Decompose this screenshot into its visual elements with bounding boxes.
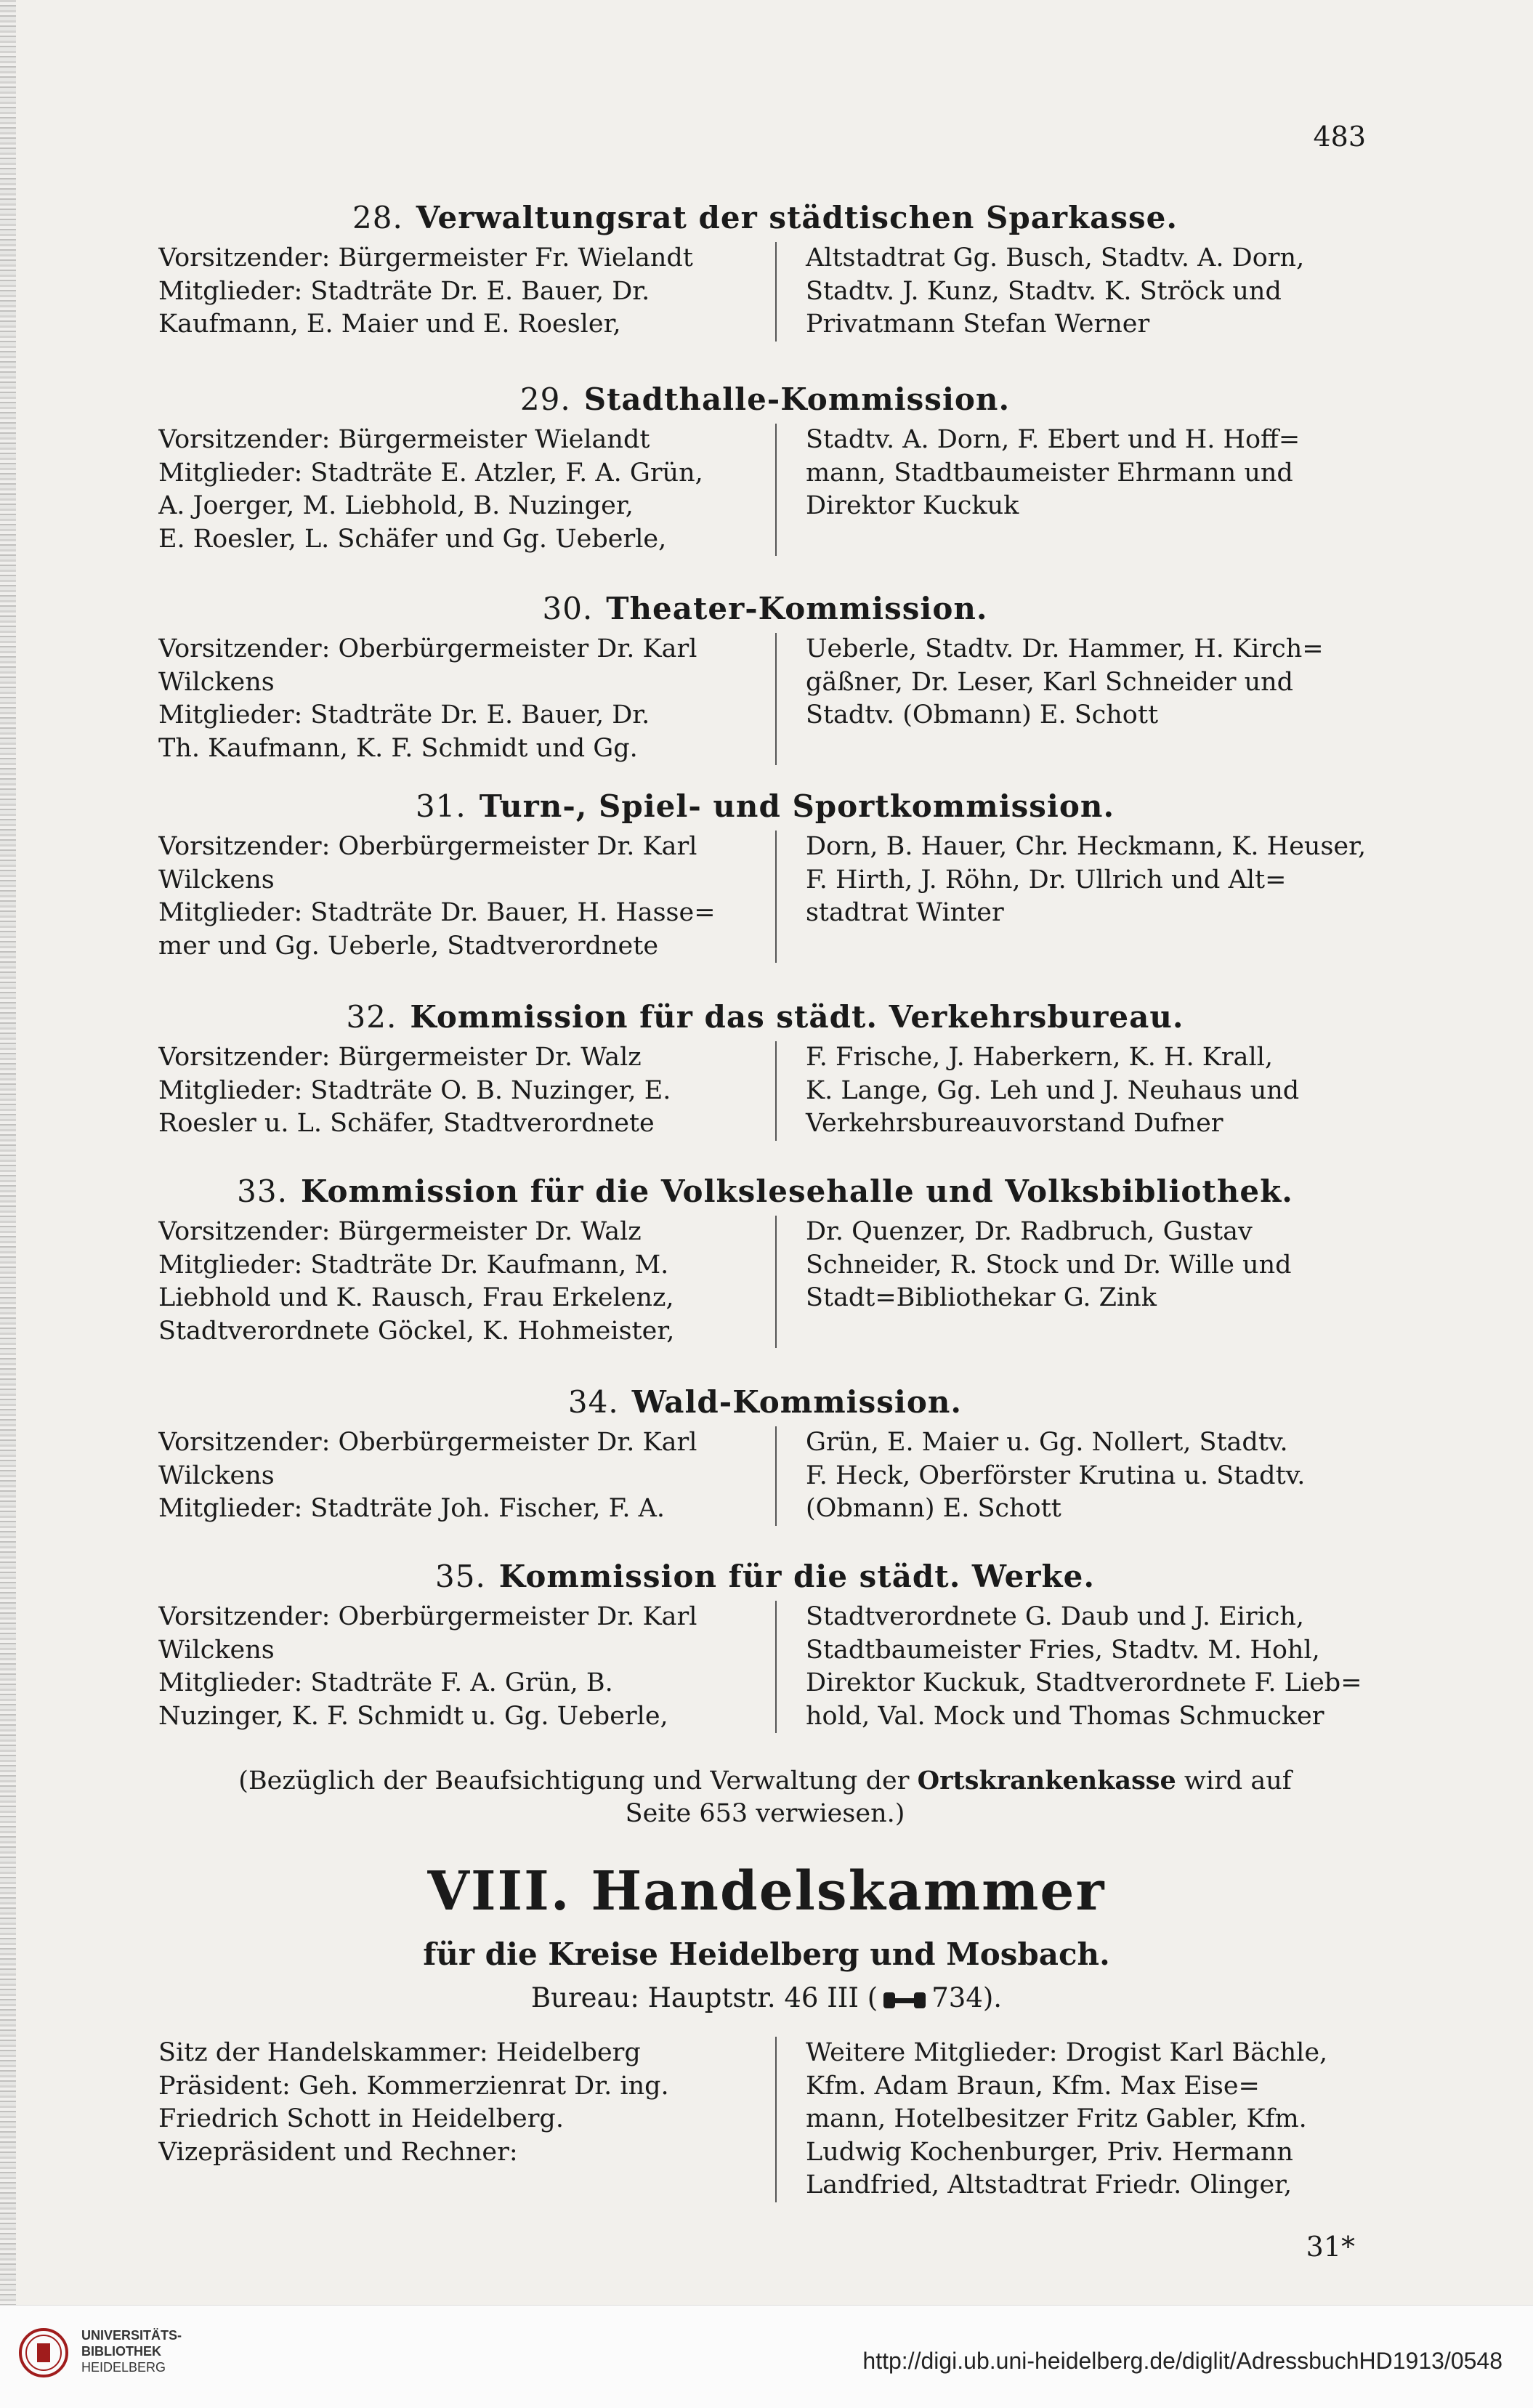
text-line: Altstadtrat Gg. Busch, Stadtv. A. Dorn, bbox=[805, 243, 1305, 272]
text-line: Vorsitzender: Oberbürgermeister Dr. Karl bbox=[158, 1428, 697, 1457]
chapter-right-column bbox=[777, 2037, 1372, 2202]
section-right-column bbox=[777, 1216, 1372, 1348]
text-line: Vorsitzender: Oberbürgermeister Dr. Karl bbox=[158, 832, 697, 861]
text-line: Vorsitzender: Bürgermeister Dr. Walz bbox=[158, 1217, 642, 1246]
section-right-column bbox=[777, 831, 1372, 963]
section-left-column bbox=[158, 242, 777, 342]
text-line: Dr. Quenzer, Dr. Radbruch, Gustav bbox=[805, 1217, 1253, 1246]
text-line: Direktor Kuckuk, Stadtverordnete F. Lieb= bbox=[805, 1668, 1362, 1697]
section-title: Theater-Kommission. bbox=[606, 591, 988, 626]
logo-line-2: BIBLIOTHEK bbox=[81, 2344, 161, 2359]
text-line: Wilckens bbox=[158, 1635, 275, 1665]
section-number: 35. bbox=[435, 1559, 486, 1594]
note-text-after: wird auf bbox=[1184, 1766, 1292, 1795]
text-line: Schneider, R. Stock und Dr. Wille und bbox=[805, 1250, 1292, 1280]
text-line: Verkehrsbureauvorstand Dufner bbox=[805, 1109, 1223, 1138]
text-line: Stadtverordnete G. Daub und J. Eirich, bbox=[805, 1602, 1305, 1631]
section-number: 33. bbox=[237, 1173, 288, 1209]
section-32 bbox=[158, 999, 1372, 1141]
section-right-column bbox=[777, 1426, 1372, 1526]
text-line: Mitglieder: Stadträte Dr. E. Bauer, Dr. bbox=[158, 700, 650, 730]
section-number: 28. bbox=[352, 200, 403, 235]
section-right-column bbox=[777, 424, 1372, 556]
section-31 bbox=[158, 788, 1372, 963]
section-30 bbox=[158, 591, 1372, 765]
section-left-column bbox=[158, 633, 777, 765]
text-line: Landfried, Altstadtrat Friedr. Olinger, bbox=[805, 2170, 1293, 2199]
text-line: stadtrat Winter bbox=[805, 898, 1004, 927]
section-35 bbox=[158, 1559, 1372, 1733]
text-line: Stadtv. J. Kunz, Stadtv. K. Ströck und bbox=[805, 276, 1282, 306]
text-line: Sitz der Handelskammer: Heidelberg bbox=[158, 2038, 641, 2067]
text-line: Grün, E. Maier u. Gg. Nollert, Stadtv. bbox=[805, 1428, 1288, 1457]
section-title: Kommission für das städt. Verkehrsbureau. bbox=[410, 999, 1184, 1035]
section-right-column bbox=[777, 1601, 1372, 1733]
chapter-columns bbox=[158, 2031, 1372, 2202]
section-right-column bbox=[777, 242, 1372, 342]
text-line: Vorsitzender: Oberbürgermeister Dr. Karl bbox=[158, 634, 697, 663]
text-line: F. Frische, J. Haberkern, K. H. Krall, bbox=[805, 1043, 1274, 1072]
section-title: Stadthalle-Kommission. bbox=[583, 381, 1011, 417]
text-line: Nuzinger, K. F. Schmidt u. Gg. Ueberle, bbox=[158, 1701, 668, 1731]
text-line: Th. Kaufmann, K. F. Schmidt und Gg. bbox=[158, 733, 638, 763]
library-logo-text bbox=[81, 2327, 182, 2375]
text-line: Mitglieder: Stadträte Joh. Fischer, F. A. bbox=[158, 1494, 666, 1523]
text-line: Stadtv. A. Dorn, F. Ebert und H. Hoff= bbox=[805, 425, 1301, 454]
logo-line-1: UNIVERSITÄTS- bbox=[81, 2328, 182, 2343]
text-line: (Obmann) E. Schott bbox=[805, 1494, 1061, 1523]
page-number: 483 bbox=[1313, 121, 1366, 153]
section-title: Kommission für die städt. Werke. bbox=[498, 1559, 1095, 1594]
section-number: 31. bbox=[415, 788, 466, 824]
signature-mark: 31* bbox=[1306, 2231, 1355, 2263]
section-left-column bbox=[158, 1216, 777, 1348]
text-line: Wilckens bbox=[158, 1460, 275, 1490]
section-right-column bbox=[777, 1041, 1372, 1141]
section-34 bbox=[158, 1384, 1372, 1526]
text-line: Direktor Kuckuk bbox=[805, 491, 1019, 520]
section-heading bbox=[158, 999, 1372, 1035]
text-line: Mitglieder: Stadträte Dr. Bauer, H. Hasse= bbox=[158, 898, 716, 927]
section-number: 30. bbox=[542, 591, 594, 626]
text-line: Mitglieder: Stadträte Dr. Kaufmann, M. bbox=[158, 1250, 669, 1280]
text-line: Liebhold und K. Rausch, Frau Erkelenz, bbox=[158, 1283, 674, 1312]
source-url[interactable]: http://digi.ub.uni-heidelberg.de/diglit/AdressbuchHD1913/0548 bbox=[862, 2348, 1502, 2374]
section-title: Verwaltungsrat der städtischen Sparkasse. bbox=[416, 200, 1178, 235]
section-title: Wald-Kommission. bbox=[631, 1384, 963, 1420]
text-line: hold, Val. Mock und Thomas Schmucker bbox=[805, 1701, 1324, 1731]
text-line: mann, Hotelbesitzer Fritz Gabler, Kfm. bbox=[805, 2104, 1307, 2133]
logo-line-3: HEIDELBERG bbox=[81, 2360, 166, 2375]
text-line: mann, Stadtbaumeister Ehrmann und bbox=[805, 458, 1293, 488]
section-33 bbox=[158, 1173, 1372, 1348]
text-line: Mitglieder: Stadträte E. Atzler, F. A. Grün, bbox=[158, 458, 703, 488]
text-line: Wilckens bbox=[158, 865, 275, 894]
section-left-column bbox=[158, 1601, 777, 1733]
text-line: Mitglieder: Stadträte O. B. Nuzinger, E. bbox=[158, 1075, 671, 1105]
section-title: Kommission für die Volkslesehalle und Volksbibliothek. bbox=[300, 1173, 1293, 1209]
section-29 bbox=[158, 381, 1372, 556]
text-line: F. Hirth, J. Röhn, Dr. Ullrich und Alt= bbox=[805, 865, 1287, 894]
text-line: Präsident: Geh. Kommerzienrat Dr. ing. bbox=[158, 2071, 669, 2101]
telephone-icon bbox=[883, 1992, 926, 2008]
note-ortskrankenkasse bbox=[158, 1764, 1372, 1830]
section-left-column bbox=[158, 831, 777, 963]
section-number: 32. bbox=[346, 999, 397, 1035]
text-line: Mitglieder: Stadträte F. A. Grün, B. bbox=[158, 1668, 613, 1697]
text-line: Vorsitzender: Oberbürgermeister Dr. Karl bbox=[158, 1602, 697, 1631]
text-line: F. Heck, Oberförster Krutina u. Stadtv. bbox=[805, 1460, 1306, 1490]
section-heading bbox=[158, 1173, 1372, 1210]
chapter-subtitle: für die Kreise Heidelberg und Mosbach. bbox=[423, 1936, 1110, 1972]
section-28 bbox=[158, 200, 1372, 342]
text-line: Ludwig Kochenburger, Priv. Hermann bbox=[805, 2137, 1293, 2167]
text-line: Wilckens bbox=[158, 667, 275, 697]
text-line: E. Roesler, L. Schäfer und Gg. Ueberle, bbox=[158, 524, 667, 554]
chapter-bureau bbox=[0, 1982, 1533, 2013]
text-line: Stadt=Bibliothekar G. Zink bbox=[805, 1283, 1157, 1312]
section-heading bbox=[158, 591, 1372, 627]
text-line: Privatmann Stefan Werner bbox=[805, 310, 1150, 339]
text-line: Stadtbaumeister Fries, Stadtv. M. Hohl, bbox=[805, 1635, 1320, 1665]
section-right-column bbox=[777, 633, 1372, 765]
section-heading bbox=[158, 381, 1372, 418]
text-line: Dorn, B. Hauer, Chr. Heckmann, K. Heuser, bbox=[805, 832, 1367, 861]
text-line: mer und Gg. Ueberle, Stadtverordnete bbox=[158, 931, 659, 961]
text-line: A. Joerger, M. Liebhold, B. Nuzinger, bbox=[158, 491, 634, 520]
text-line: Stadtverordnete Göckel, K. Hohmeister, bbox=[158, 1316, 675, 1346]
chapter-title: VIII. Handelskammer bbox=[427, 1860, 1106, 1923]
text-line: Kfm. Adam Braun, Kfm. Max Eise= bbox=[805, 2071, 1260, 2101]
note-text-bold: Ortskrankenkasse bbox=[917, 1766, 1176, 1795]
text-line: K. Lange, Gg. Leh und J. Neuhaus und bbox=[805, 1075, 1300, 1105]
text-line: Vorsitzender: Bürgermeister Fr. Wielandt bbox=[158, 243, 693, 272]
bureau-text-before: Bureau: Hauptstr. 46 III ( bbox=[530, 1982, 878, 2013]
text-line: Kaufmann, E. Maier und E. Roesler, bbox=[158, 310, 621, 339]
section-left-column bbox=[158, 1426, 777, 1526]
bureau-text-after: 734). bbox=[931, 1982, 1003, 2013]
text-line: gäßner, Dr. Leser, Karl Schneider und bbox=[805, 667, 1294, 697]
section-number: 34. bbox=[567, 1384, 619, 1420]
section-number: 29. bbox=[519, 381, 571, 417]
section-left-column bbox=[158, 1041, 777, 1141]
text-line: Vizepräsident und Rechner: bbox=[158, 2137, 518, 2167]
note-text-before: (Bezüglich der Beaufsichtigung und Verwaltung der bbox=[238, 1766, 910, 1795]
section-heading bbox=[158, 1384, 1372, 1421]
text-line: Vorsitzender: Bürgermeister Wielandt bbox=[158, 425, 650, 454]
section-heading bbox=[158, 788, 1372, 825]
text-line: Friedrich Schott in Heidelberg. bbox=[158, 2104, 564, 2133]
footer-bar bbox=[0, 2305, 1533, 2408]
university-seal-icon bbox=[18, 2327, 69, 2378]
section-left-column bbox=[158, 424, 777, 556]
section-heading bbox=[158, 200, 1372, 236]
section-title: Turn-, Spiel- und Sportkommission. bbox=[479, 788, 1115, 824]
text-line: Stadtv. (Obmann) E. Schott bbox=[805, 700, 1159, 730]
section-heading bbox=[158, 1559, 1372, 1595]
text-line: Ueberle, Stadtv. Dr. Hammer, H. Kirch= bbox=[805, 634, 1324, 663]
text-line: Mitglieder: Stadträte Dr. E. Bauer, Dr. bbox=[158, 276, 650, 306]
scan-edge bbox=[0, 0, 16, 2407]
note-text-line2: Seite 653 verwiesen.) bbox=[625, 1799, 905, 1828]
chapter-left-column bbox=[158, 2037, 777, 2202]
text-line: Weitere Mitglieder: Drogist Karl Bächle, bbox=[805, 2038, 1328, 2067]
text-line: Roesler u. L. Schäfer, Stadtverordnete bbox=[158, 1109, 655, 1138]
text-line: Vorsitzender: Bürgermeister Dr. Walz bbox=[158, 1043, 642, 1072]
